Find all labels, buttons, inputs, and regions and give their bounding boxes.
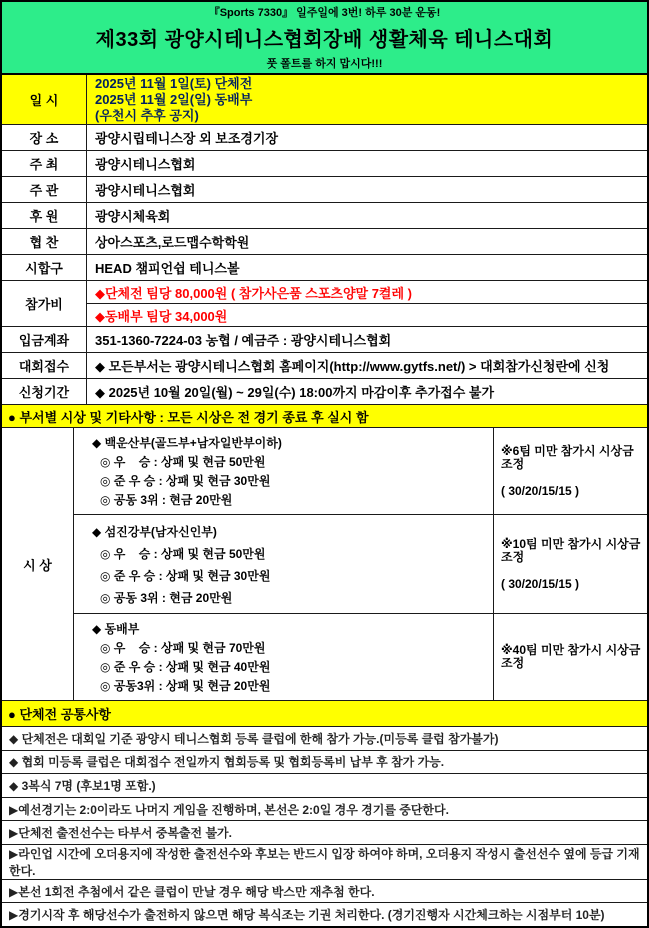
award-note-line-2: ( 30/20/15/15 ) [501,483,580,498]
awards-blocks [74,428,647,700]
rule-item: ▶라인업 시간에 오더용지에 작성한 출전선수와 후보는 반드시 입장 하여야 하며, 오더용지 작성시 출선선수 옆에 등급 기재한다. [2,845,647,880]
datetime-value [87,75,647,124]
bank-account-label: 입금계좌 [2,327,87,352]
match-ball-value: HEAD 챔피언쉽 테니스볼 [95,261,240,276]
venue-value: 광양시립테니스장 외 보조경기장 [95,131,279,146]
organizer-value: 광양시테니스협회 [95,183,196,198]
datetime-label: 일 시 [2,75,87,124]
award-division-title: ◆ 섬진강부(남자신인부) [92,524,217,539]
entry-fee-line-2: ◆동배부 팀당 34,000원 [95,308,228,324]
rule-item: ◆ 협회 미등록 클럽은 대회접수 전일까지 협회등록 및 협회등록비 납부 후 참가 가능. [2,751,647,775]
row-organizer [2,177,647,203]
datetime-line-2: 2025년 11월 2일(일) 동배부 [95,91,253,107]
rule-item: ◆ 단체전은 대회일 기준 광양시 테니스협회 등록 클럽에 한해 참가 가능.(미등록 클럽 참가불가) [2,727,647,751]
row-match-ball [2,255,647,281]
entry-fee-label: 참가비 [2,281,87,326]
host-label: 주 최 [2,151,87,176]
rule-item: ▶경기시작 후 해당선수가 출전하지 않으면 해당 복식조는 기권 처리한다. (경기진행자 시간체크하는 시점부터 10분) [9,908,605,923]
sponsorship-label: 협 찬 [2,229,87,254]
award-note [493,614,647,700]
award-block-dongbae [74,614,647,700]
rule-item: ▶본선 1회전 추첨에서 같은 클럽이 만날 경우 해당 박스만 재추첨 한다. [2,880,647,904]
support-label: 후 원 [2,203,87,228]
organizer-label: 주 관 [2,177,87,202]
rule-item: ▶단체전 출전선수는 타부서 중복출전 불가. [2,821,647,845]
common-rules-banner: ● 단체전 공통사항 [2,701,647,727]
award-block-seomjingang [74,515,647,614]
registration-value: ◆ 모든부서는 광양시테니스협회 홈페이지(http://www.gytfs.net/) > 대회참가신청란에 신청 [95,359,610,374]
award-line-runnerup: ◎ 준 우 승 : 상패 및 현금 30만원 [100,474,271,488]
entry-fee-line-1: ◆단체전 팀당 80,000원 ( 참가사은품 스포츠양말 7켤레 ) [87,281,647,304]
award-block-baegunsan [74,428,647,515]
datetime-line-1: 2025년 11월 1일(토) 단체전 [95,75,253,91]
awards-label: 시 상 [2,428,74,700]
award-note [493,515,647,613]
award-line-runnerup: ◎ 준 우 승 : 상패 및 현금 40만원 [100,660,271,674]
rules-list [2,727,647,926]
awards-table [2,428,647,701]
award-block-content [74,428,493,514]
sponsorship-value: 상아스포츠,로드맵수학학원 [95,235,250,250]
document-header [2,2,647,75]
row-datetime [2,75,647,125]
row-host [2,151,647,177]
datetime-line-3: (우천시 추후 공지) [95,107,199,123]
award-line-winner: ◎ 우 승 : 상패 및 현금 70만원 [100,641,266,655]
row-support [2,203,647,229]
info-table [2,75,647,405]
award-note [493,428,647,514]
award-line-third: ◎ 공동3위 : 상패 및 현금 20만원 [100,679,271,693]
award-block-content [74,515,493,613]
row-sponsorship [2,229,647,255]
row-bank-account [2,327,647,353]
header-tagline: 『Sports 7330』 일주일에 3번! 하루 30분 운동! [208,7,441,19]
award-note-line-1: ※40팀 미만 참가시 시상금 조정 [501,643,641,670]
document-title: 제33회 광양시테니스협회장배 생활체육 테니스대회 [95,29,554,51]
award-note-line-1: ※6팀 미만 참가시 시상금 조정 [501,443,634,471]
row-registration-period [2,379,647,405]
header-subtitle: 풋 폴트를 하지 맙시다!!! [266,58,383,70]
award-line-winner: ◎ 우 승 : 상패 및 현금 50만원 [100,546,266,561]
award-line-runnerup: ◎ 준 우 승 : 상패 및 현금 30만원 [100,568,271,583]
bank-account-value: 351-1360-7224-03 농협 / 예금주 : 광양시테니스협회 [95,333,392,348]
row-venue [2,125,647,151]
row-registration [2,353,647,379]
award-division-title: ◆ 백운산부(골드부+남자일반부이하) [92,436,282,450]
registration-period-value: ◆ 2025년 10월 20일(월) ~ 29일(수) 18:00까지 마감이후 추가접수 불가 [95,385,495,400]
award-line-third: ◎ 공동 3위 : 현금 20만원 [100,590,233,605]
award-block-content [74,614,493,700]
support-value: 광양시체육회 [95,209,171,224]
venue-label: 장 소 [2,125,87,150]
host-value: 광양시테니스협회 [95,157,196,172]
awards-section-banner: ● 부서별 시상 및 기타사항 : 모든 시상은 전 경기 종료 후 실시 함 [2,405,647,428]
award-line-winner: ◎ 우 승 : 상패 및 현금 50만원 [100,455,266,469]
registration-label: 대회접수 [2,353,87,378]
rule-item: ◆ 3복식 7명 (후보1명 포함.) [2,774,647,798]
registration-period-label: 신청기간 [2,379,87,404]
rule-item: ▶예선경기는 2:0이라도 나머지 게임을 진행하며, 본선은 2:0일 경우 경기를 중단한다. [2,798,647,822]
award-division-title: ◆ 동배부 [92,622,140,636]
entry-fee-value [87,281,647,326]
match-ball-label: 시합구 [2,255,87,280]
award-note-line-2: ( 30/20/15/15 ) [501,576,580,591]
row-entry-fee [2,281,647,327]
award-note-line-1: ※10팀 미만 참가시 시상금 조정 [501,536,641,564]
award-line-third: ◎ 공동 3위 : 현금 20만원 [100,493,233,507]
